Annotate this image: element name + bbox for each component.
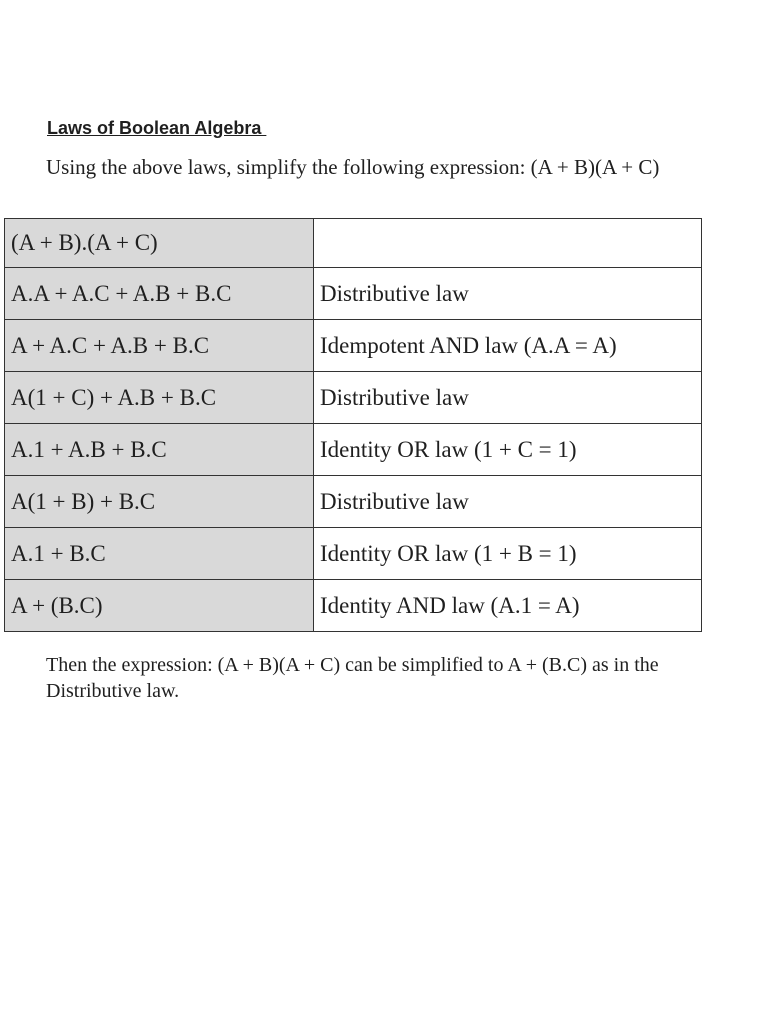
expression-cell: A + A.C + A.B + B.C xyxy=(5,320,314,372)
simplification-table xyxy=(4,218,702,632)
expression-cell: A.A + A.C + A.B + B.C xyxy=(5,268,314,320)
section-heading: Laws of Boolean Algebra xyxy=(47,118,267,138)
expression-cell: A(1 + C) + A.B + B.C xyxy=(5,372,314,424)
table-row xyxy=(5,476,702,528)
law-cell: Distributive law xyxy=(314,476,702,528)
table-row xyxy=(5,528,702,580)
table-row xyxy=(5,268,702,320)
law-cell: Distributive law xyxy=(314,268,702,320)
expression-cell: A(1 + B) + B.C xyxy=(5,476,314,528)
law-cell: Distributive law xyxy=(314,372,702,424)
table-row xyxy=(5,372,702,424)
expression-cell: A.1 + B.C xyxy=(5,528,314,580)
expression-cell: A.1 + A.B + B.C xyxy=(5,424,314,476)
conclusion-paragraph: Then the expression: (A + B)(A + C) can be simplified to A + (B.C) as in the Distributive law. xyxy=(46,654,659,702)
intro-paragraph: Using the above laws, simplify the following expression: (A + B)(A + C) xyxy=(46,155,660,179)
law-cell: Idempotent AND law (A.A = A) xyxy=(314,320,702,372)
law-cell: Identity OR law (1 + C = 1) xyxy=(314,424,702,476)
table-row xyxy=(5,320,702,372)
table-row xyxy=(5,580,702,632)
table-row xyxy=(5,424,702,476)
law-cell: Identity OR law (1 + B = 1) xyxy=(314,528,702,580)
expression-cell: (A + B).(A + C) xyxy=(5,219,314,268)
table-row xyxy=(5,219,702,268)
expression-cell: A + (B.C) xyxy=(5,580,314,632)
law-cell: Identity AND law (A.1 = A) xyxy=(314,580,702,632)
law-cell xyxy=(314,219,702,268)
